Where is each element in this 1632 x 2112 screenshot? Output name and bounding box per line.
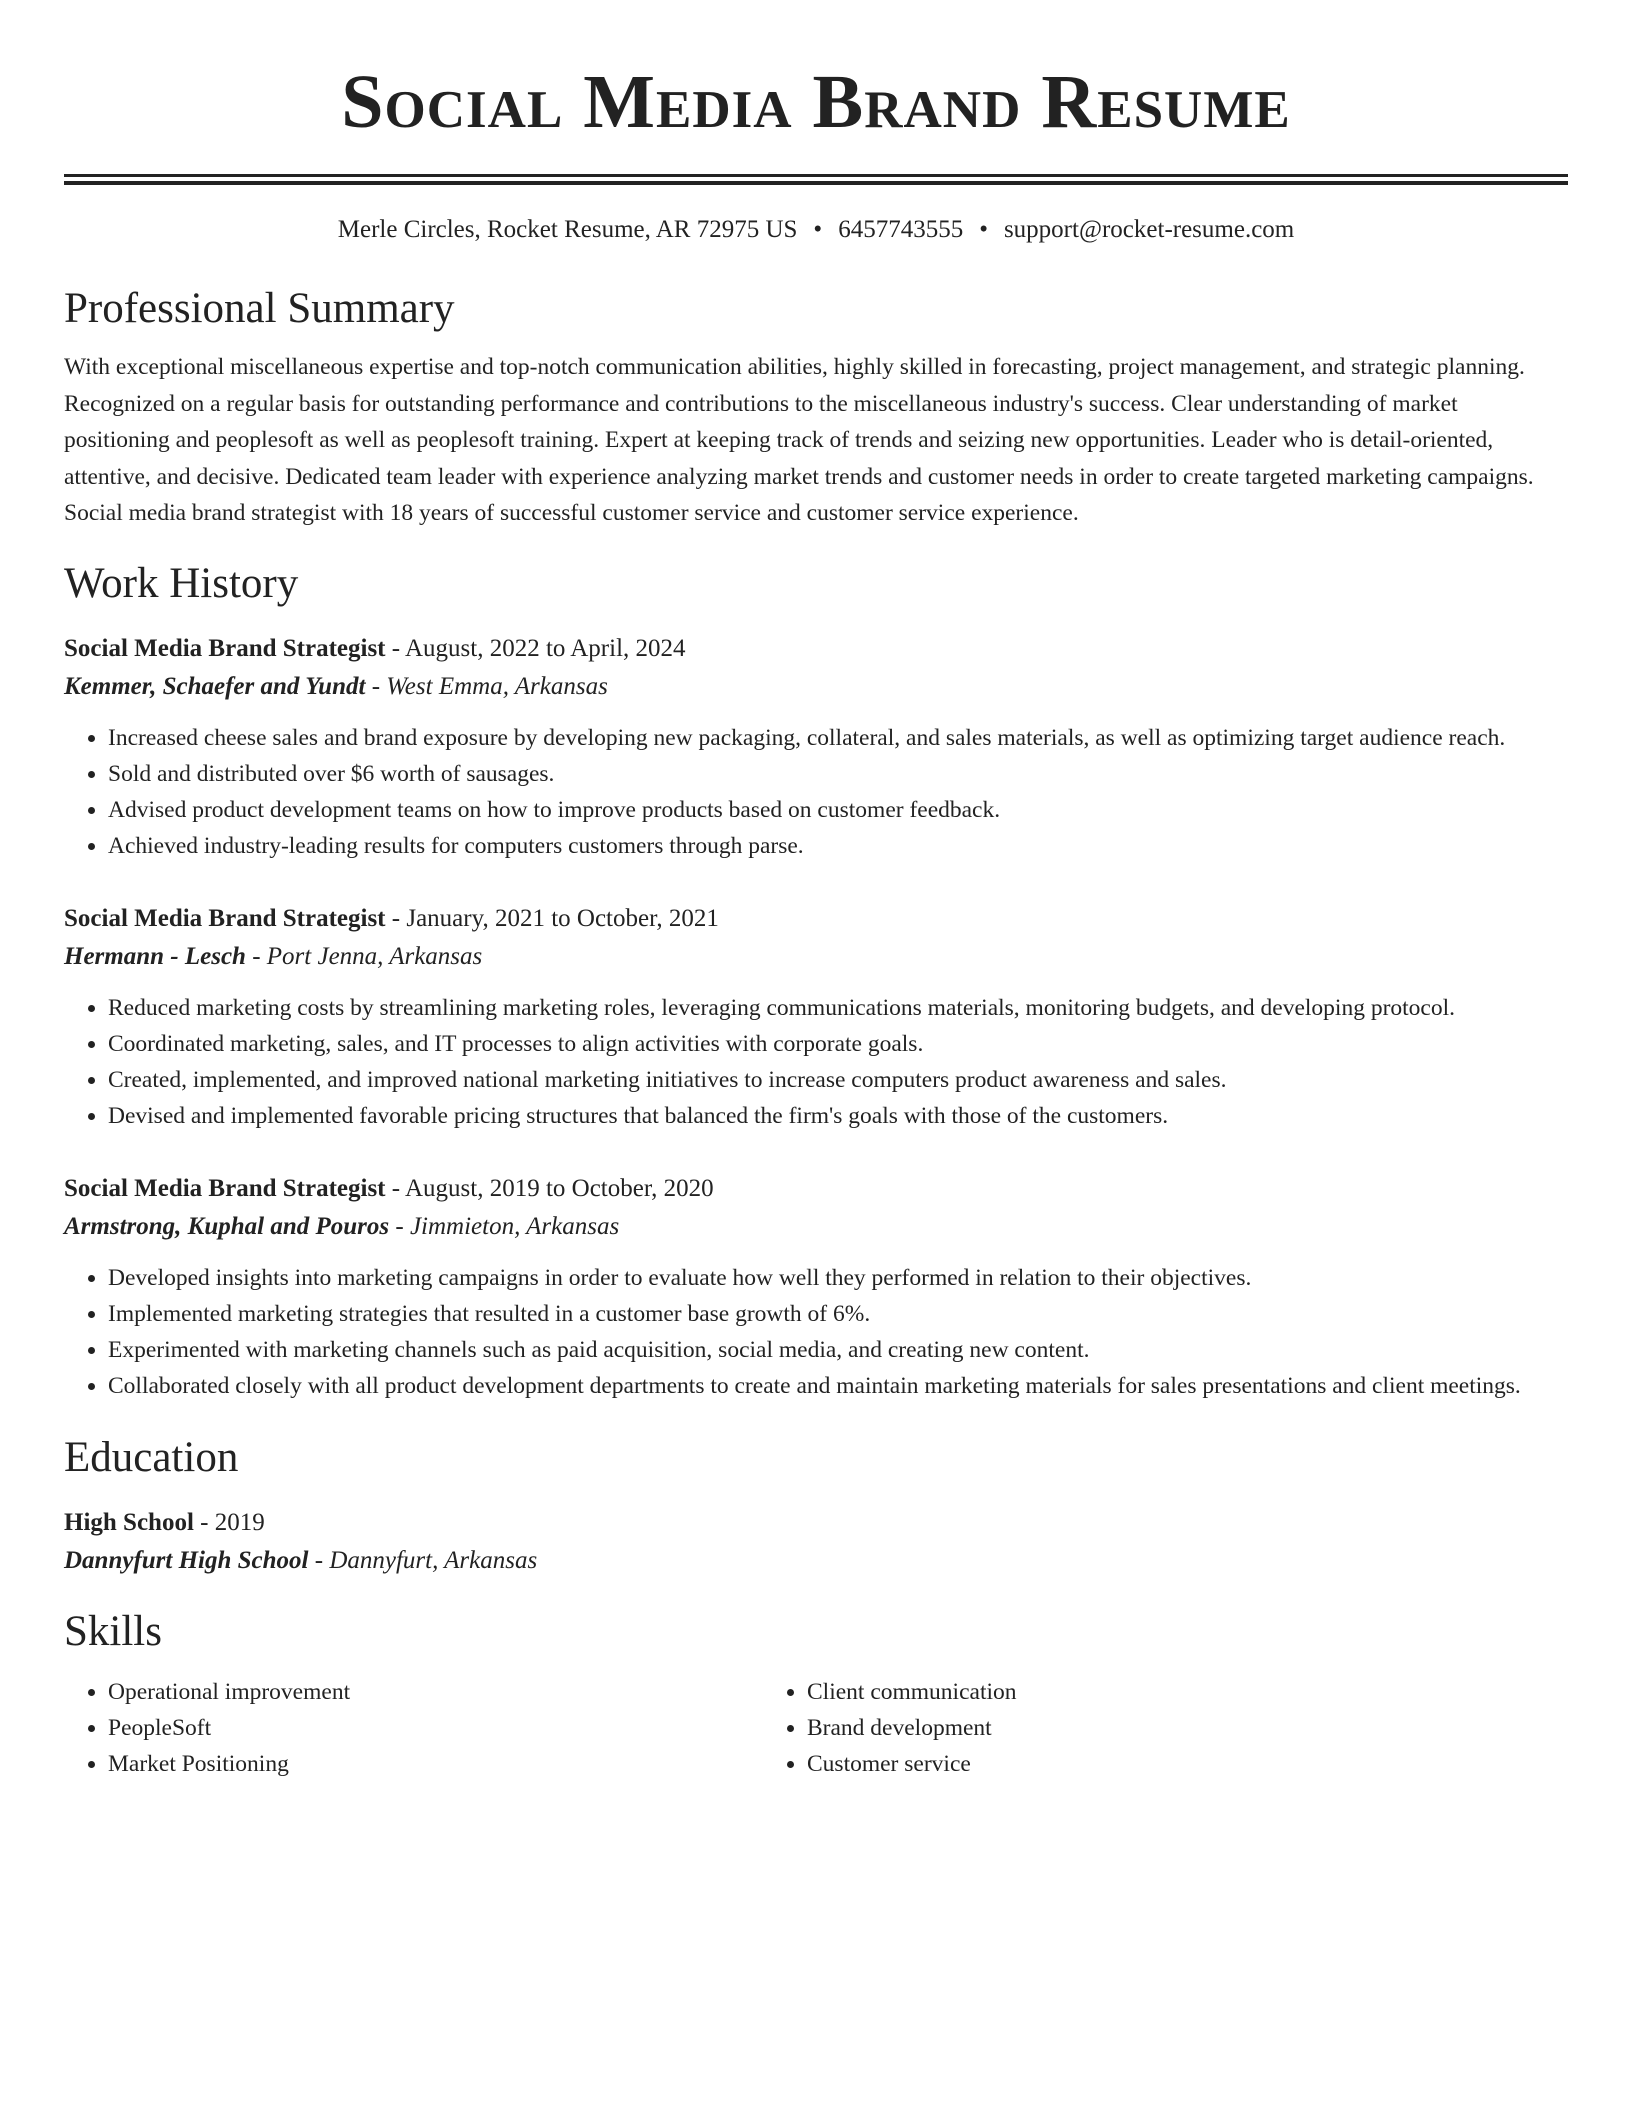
list-item: • Sold and distributed over $6 worth of sausages. bbox=[108, 756, 1568, 792]
page-title: Social Media Brand Resume bbox=[341, 60, 1291, 144]
company-line bbox=[64, 1208, 1568, 1246]
job-title: Social Media Brand Strategist bbox=[64, 634, 386, 662]
job-dates: - August, 2022 to April, 2024 bbox=[385, 634, 686, 662]
list-item: • Client communication bbox=[807, 1674, 1568, 1710]
skills-columns bbox=[64, 1674, 1568, 1782]
list-item: • Collaborated closely with all product development departments to create and maintain marketing materials for sales presentations and client meetings. bbox=[108, 1368, 1568, 1404]
contact-phone: 6457743555 bbox=[838, 216, 964, 243]
list-item: • Advised product development teams on how to improve products based on customer feedback. bbox=[108, 792, 1568, 828]
section-heading-summary: Professional Summary bbox=[64, 285, 455, 332]
job-title-line bbox=[64, 900, 1568, 938]
job-bullets bbox=[64, 720, 1568, 864]
company-line bbox=[64, 938, 1568, 976]
section-heading-skills: Skills bbox=[64, 1607, 162, 1655]
degree-line bbox=[64, 1504, 1568, 1542]
list-item: • Operational improvement bbox=[108, 1674, 763, 1710]
list-item: • Customer service bbox=[807, 1746, 1568, 1782]
school-line bbox=[64, 1542, 1568, 1580]
list-item: • Created, implemented, and improved national marketing initiatives to increase computers product awareness and sales. bbox=[108, 1062, 1568, 1098]
degree: High School bbox=[64, 1508, 194, 1536]
job-title-line bbox=[64, 630, 1568, 668]
section-heading-education: Education bbox=[64, 1433, 239, 1481]
list-item: • Developed insights into marketing campaigns in order to evaluate how well they performed in relation to their objectives. bbox=[108, 1260, 1568, 1296]
company-name: Armstrong, Kuphal and Pouros bbox=[64, 1212, 390, 1240]
education-section bbox=[64, 1432, 1568, 1580]
job-dates: - January, 2021 to October, 2021 bbox=[385, 904, 719, 932]
education-entry bbox=[64, 1504, 1568, 1580]
list-item: • Implemented marketing strategies that resulted in a customer base growth of 6%. bbox=[108, 1296, 1568, 1332]
company-name: Kemmer, Schaefer and Yundt bbox=[64, 672, 366, 700]
skills-right-column bbox=[763, 1674, 1568, 1782]
contact-email: support@rocket-resume.com bbox=[1003, 216, 1295, 243]
job-title: Social Media Brand Strategist bbox=[64, 1174, 386, 1202]
company-line bbox=[64, 668, 1568, 706]
graduation-year: - 2019 bbox=[193, 1508, 265, 1536]
contact-separator: • bbox=[813, 216, 823, 243]
list-item: • Brand development bbox=[807, 1710, 1568, 1746]
job-bullets bbox=[64, 990, 1568, 1134]
list-item: • Coordinated marketing, sales, and IT processes to align activities with corporate goals. bbox=[108, 1026, 1568, 1062]
company-location: - Port Jenna, Arkansas bbox=[245, 942, 483, 970]
list-item: • Devised and implemented favorable pricing structures that balanced the firm's goals with those of the customers. bbox=[108, 1098, 1568, 1134]
job-entry bbox=[64, 630, 1568, 864]
summary-text: With exceptional miscellaneous expertise and top-notch communication abilities, highly skilled in forecasting, project management, and strategic planning. Recognized on a regular basis for outstanding performance and contributions to the miscellaneous industry's success. Clear understanding of market positioning and peoplesoft as well as peoplesoft training. Expert at keeping track of trends and seizing new opportunities. Leader who is detail-oriented, attentive, and decisive. Dedicated team leader with experience analyzing market trends and customer needs in order to create targeted marketing campaigns. Social media brand strategist with 18 years of successful customer service and customer service experience. bbox=[64, 354, 1534, 526]
title-divider bbox=[64, 174, 1568, 177]
section-heading-work: Work History bbox=[64, 559, 299, 607]
company-location: - West Emma, Arkansas bbox=[365, 672, 608, 700]
job-dates: - August, 2019 to October, 2020 bbox=[385, 1174, 714, 1202]
company-location: - Jimmieton, Arkansas bbox=[389, 1212, 620, 1240]
contact-address: Merle Circles, Rocket Resume, AR 72975 US bbox=[337, 216, 798, 243]
skills-left-column bbox=[64, 1674, 763, 1782]
list-item: • Achieved industry-leading results for computers customers through parse. bbox=[108, 828, 1568, 864]
job-bullets bbox=[64, 1260, 1568, 1404]
school-name: Dannyfurt High School bbox=[64, 1546, 309, 1574]
list-item: • Experimented with marketing channels such as paid acquisition, social media, and creating new content. bbox=[108, 1332, 1568, 1368]
school-location: - Dannyfurt, Arkansas bbox=[308, 1546, 538, 1574]
work-history-section bbox=[64, 558, 1568, 1404]
job-entry bbox=[64, 900, 1568, 1134]
list-item: • PeopleSoft bbox=[108, 1710, 763, 1746]
professional-summary-section bbox=[64, 283, 1568, 532]
contact-line bbox=[64, 215, 1568, 245]
list-item: • Increased cheese sales and brand exposure by developing new packaging, collateral, and sales materials, as well as optimizing target audience reach. bbox=[108, 720, 1568, 756]
skills-section bbox=[64, 1606, 1568, 1782]
job-entry bbox=[64, 1170, 1568, 1404]
contact-separator: • bbox=[979, 216, 988, 243]
job-title: Social Media Brand Strategist bbox=[64, 904, 386, 932]
company-name: Hermann - Lesch bbox=[64, 942, 246, 970]
list-item: • Market Positioning bbox=[108, 1746, 763, 1782]
job-title-line bbox=[64, 1170, 1568, 1208]
list-item: • Reduced marketing costs by streamlining marketing roles, leveraging communications materials, monitoring budgets, and developing protocol. bbox=[108, 990, 1568, 1026]
